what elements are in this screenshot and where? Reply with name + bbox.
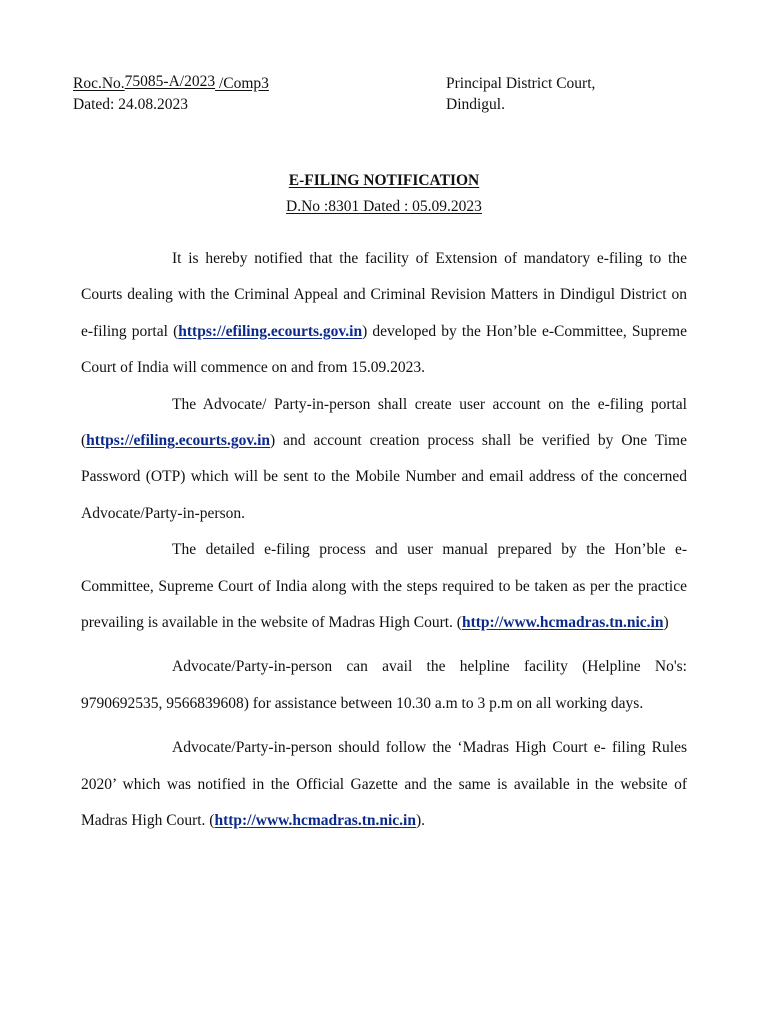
reference-block xyxy=(73,73,269,115)
roc-suffix: /Comp3 xyxy=(215,75,269,92)
title-block xyxy=(0,168,768,220)
efiling-portal-link[interactable]: https://efiling.ecourts.gov.in xyxy=(178,322,363,340)
roc-number-line xyxy=(73,73,269,94)
roc-number: 75085-A/2023 xyxy=(124,73,216,90)
efiling-portal-link-2[interactable]: https://efiling.ecourts.gov.in xyxy=(86,432,271,450)
roc-prefix: Roc.No. xyxy=(73,75,125,92)
paragraph-5: Advocate/Party-in-person should follow the ‘Madras High Court e- filing Rules 2020’ which was notified in the Official Gazette and the same is available in the website of Madras High Court. (http://www.hcmadras.tn.nic.in). xyxy=(81,739,687,830)
court-address xyxy=(446,73,595,115)
notification-body xyxy=(81,241,687,840)
dated-line: Dated: 24.08.2023 xyxy=(73,96,188,113)
court-name: Principal District Court, xyxy=(446,75,596,92)
dno-line: D.No :8301 Dated : 05.09.2023 xyxy=(286,198,482,215)
paragraph-2: The Advocate/ Party-in-person shall create user account on the e-filing portal (https://efiling.ecourts.gov.in) and account creation process shall be verified by One Time Password (OTP) which will be sent to the Mobile Number and email address of the concerned Advocate/Party-in-person. xyxy=(81,395,687,522)
notification-heading: E-FILING NOTIFICATION xyxy=(288,172,480,189)
paragraph-4: Advocate/Party-in-person can avail the helpline facility (Helpline No's: 9790692535, 9566839608) for assistance between 10.30 a.m to 3 p.m on all working days. xyxy=(81,658,687,712)
paragraph-3: The detailed e-filing process and user manual prepared by the Hon’ble e-Committee, Supreme Court of India along with the steps required to be taken as per the practice prevailing is available in the website of Madras High Court. (http://www.hcmadras.tn.nic.in) xyxy=(81,541,687,632)
court-city: Dindigul. xyxy=(446,96,505,113)
paragraph-1: It is hereby notified that the facility of Extension of mandatory e-filing to the Courts dealing with the Criminal Appeal and Criminal Revision Matters in Dindigul District on e-filing portal (https://efiling.ecourts.gov.in) developed by the Hon’ble e-Committee, Supreme Court of India will commence on and from 15.09.2023. xyxy=(81,250,687,377)
hcmadras-link-2[interactable]: http://www.hcmadras.tn.nic.in xyxy=(214,812,416,830)
hcmadras-link[interactable]: http://www.hcmadras.tn.nic.in xyxy=(461,614,664,632)
